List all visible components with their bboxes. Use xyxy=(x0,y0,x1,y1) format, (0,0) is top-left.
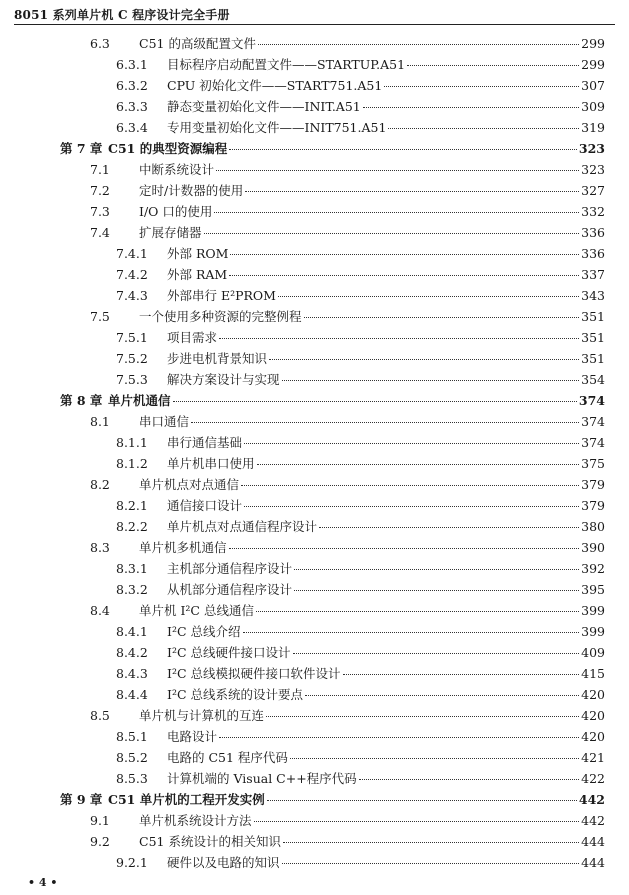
toc-entry-number: 9.2.1 xyxy=(116,855,148,870)
toc-entry-title: I²C 总线介绍 xyxy=(167,624,241,639)
toc-entry-title: 通信接口设计 xyxy=(167,498,243,513)
dot-leader xyxy=(229,275,579,276)
toc-entry-title: 单片机串口使用 xyxy=(167,456,255,471)
toc-entry-page: 327 xyxy=(581,183,605,198)
toc-entry-number: 8.5.1 xyxy=(116,729,148,744)
toc-section-entry[interactable] xyxy=(90,34,605,53)
toc-entry-number: 8.2.2 xyxy=(116,519,148,534)
toc-section-entry[interactable] xyxy=(90,811,605,830)
toc-subsection-entry[interactable] xyxy=(116,76,605,95)
toc-section-entry[interactable] xyxy=(90,181,605,200)
toc-entry-page: 442 xyxy=(578,792,605,807)
toc-subsection-entry[interactable] xyxy=(116,244,605,263)
toc-entry-title: 串行通信基础 xyxy=(167,435,243,450)
toc-section-entry[interactable] xyxy=(90,412,605,431)
dot-leader xyxy=(254,821,579,822)
toc-entry-title: 单片机 I²C 总线通信 xyxy=(139,603,254,618)
toc-entry-title: 从机部分通信程序设计 xyxy=(167,582,293,597)
toc-entry-title: 解决方案设计与实现 xyxy=(167,372,280,387)
dot-leader xyxy=(267,800,577,801)
dot-leader xyxy=(219,737,579,738)
toc-entry-title: 专用变量初始化文件——INIT751.A51 xyxy=(167,120,387,135)
dot-leader xyxy=(216,170,579,171)
toc-subsection-entry[interactable] xyxy=(116,265,605,284)
toc-entry-title: 电路设计 xyxy=(167,729,218,744)
toc-entry-number: 7.5.2 xyxy=(116,351,148,366)
dot-leader xyxy=(294,569,579,570)
toc-entry-page: 343 xyxy=(581,288,605,303)
toc-entry-number: 8.2 xyxy=(90,477,110,492)
toc-entry-page: 395 xyxy=(581,582,605,597)
dot-leader xyxy=(229,149,577,150)
dot-leader xyxy=(229,548,579,549)
toc-entry-number: 8.2.1 xyxy=(116,498,148,513)
toc-entry-title: 步进电机背景知识 xyxy=(167,351,268,366)
toc-entry-page: 420 xyxy=(581,708,605,723)
dot-leader xyxy=(256,611,579,612)
toc-entry-number: 8.1.2 xyxy=(116,456,148,471)
toc-entry-page: 336 xyxy=(581,225,605,240)
page-number: • 4 • xyxy=(28,876,58,889)
dot-leader xyxy=(245,191,579,192)
toc-entry-number: 8.5.2 xyxy=(116,750,148,765)
toc-entry-title: CPU 初始化文件——START751.A51 xyxy=(167,78,383,93)
toc-chapter-entry[interactable] xyxy=(60,139,605,158)
toc-entry-number: 7.4.2 xyxy=(116,267,148,282)
toc-entry-title: 扩展存储器 xyxy=(139,225,202,240)
dot-leader xyxy=(241,485,579,486)
dot-leader xyxy=(363,107,579,108)
toc-entry-title: 主机部分通信程序设计 xyxy=(167,561,293,576)
toc-section-entry[interactable] xyxy=(90,475,605,494)
dot-leader xyxy=(305,695,579,696)
toc-entry-page: 379 xyxy=(581,498,605,513)
dot-leader xyxy=(294,590,579,591)
toc-entry-title: 串口通信 xyxy=(139,414,190,429)
toc-subsection-entry[interactable] xyxy=(116,559,605,578)
toc-entry-number: 8.1.1 xyxy=(116,435,148,450)
toc-subsection-entry[interactable] xyxy=(116,622,605,641)
toc-subsection-entry[interactable] xyxy=(116,328,605,347)
toc-entry-title: I²C 总线系统的设计要点 xyxy=(167,687,303,702)
toc-subsection-entry[interactable] xyxy=(116,97,605,116)
dot-leader xyxy=(283,842,579,843)
toc-entry-page: 420 xyxy=(581,687,605,702)
running-header-text: 8051 系列单片机 C 程序设计完全手册 xyxy=(14,8,230,22)
toc-entry-number: 8.3.2 xyxy=(116,582,148,597)
toc-section-entry[interactable] xyxy=(90,538,605,557)
toc-entry-title: 外部 RAM xyxy=(167,267,228,282)
toc-subsection-entry[interactable] xyxy=(116,580,605,599)
toc-entry-title: 定时/计数器的使用 xyxy=(139,183,244,198)
toc-section-entry[interactable] xyxy=(90,223,605,242)
toc-entry-number: 第 8 章 xyxy=(60,393,103,408)
toc-entry-number: 第 9 章 xyxy=(60,792,103,807)
toc-entry-page: 337 xyxy=(581,267,605,282)
toc-entry-page: 323 xyxy=(581,162,605,177)
toc-entry-page: 380 xyxy=(581,519,605,534)
toc-entry-title: I²C 总线模拟硬件接口软件设计 xyxy=(167,666,341,681)
toc-entry-number: 第 7 章 xyxy=(60,141,103,156)
toc-entry-title: C51 系统设计的相关知识 xyxy=(139,834,281,849)
toc-entry-number: 7.1 xyxy=(90,162,110,177)
toc-entry-number: 8.4.4 xyxy=(116,687,148,702)
toc-entry-title: I²C 总线硬件接口设计 xyxy=(167,645,291,660)
toc-entry-page: 374 xyxy=(581,435,605,450)
toc-subsection-entry[interactable] xyxy=(116,454,605,473)
toc-entry-number: 7.3 xyxy=(90,204,110,219)
toc-entry-title: C51 单片机的工程开发实例 xyxy=(108,792,265,807)
toc-entry-number: 6.3 xyxy=(90,36,110,51)
toc-entry-number: 7.4 xyxy=(90,225,110,240)
dot-leader xyxy=(282,863,579,864)
toc-entry-page: 420 xyxy=(581,729,605,744)
toc-subsection-entry[interactable] xyxy=(116,664,605,683)
toc-subsection-entry[interactable] xyxy=(116,643,605,662)
toc-entry-number: 7.4.3 xyxy=(116,288,148,303)
toc-entry-page: 299 xyxy=(581,36,605,51)
dot-leader xyxy=(173,401,577,402)
toc-entry-title: C51 的高级配置文件 xyxy=(139,36,256,51)
dot-leader xyxy=(290,758,579,759)
dot-leader xyxy=(219,338,579,339)
toc-entry-number: 7.5 xyxy=(90,309,110,324)
toc-subsection-entry[interactable] xyxy=(116,685,605,704)
toc-entry-number: 6.3.2 xyxy=(116,78,148,93)
toc-entry-title: C51 的典型资源编程 xyxy=(108,141,228,156)
dot-leader xyxy=(266,716,579,717)
toc-entry-page: 374 xyxy=(578,393,605,408)
dot-leader xyxy=(191,422,579,423)
toc-entry-page: 399 xyxy=(581,624,605,639)
toc-entry-page: 409 xyxy=(581,645,605,660)
toc-entry-title: 硬件以及电路的知识 xyxy=(167,855,280,870)
toc-section-entry[interactable] xyxy=(90,202,605,221)
toc-subsection-entry[interactable] xyxy=(116,769,605,788)
toc-section-entry[interactable] xyxy=(90,706,605,725)
toc-subsection-entry[interactable] xyxy=(116,286,605,305)
dot-leader xyxy=(244,506,579,507)
toc-entry-title: 项目需求 xyxy=(167,330,218,345)
toc-entry-title: 单片机系统设计方法 xyxy=(139,813,252,828)
toc-chapter-entry[interactable] xyxy=(60,790,605,809)
toc-entry-page: 319 xyxy=(581,120,605,135)
dot-leader xyxy=(359,779,579,780)
toc-entry-title: 单片机通信 xyxy=(108,393,171,408)
toc-entry-title: 外部 ROM xyxy=(167,246,229,261)
toc-section-entry[interactable] xyxy=(90,160,605,179)
toc-entry-page: 375 xyxy=(581,456,605,471)
toc-entry-page: 392 xyxy=(581,561,605,576)
dot-leader xyxy=(407,65,579,66)
toc-section-entry[interactable] xyxy=(90,601,605,620)
dot-leader xyxy=(304,317,579,318)
toc-subsection-entry[interactable] xyxy=(116,118,605,137)
toc-entry-title: I/O 口的使用 xyxy=(139,204,213,219)
toc-entry-number: 8.3 xyxy=(90,540,110,555)
toc-subsection-entry[interactable] xyxy=(116,349,605,368)
toc-entry-page: 354 xyxy=(581,372,605,387)
toc-entry-title: 中断系统设计 xyxy=(139,162,215,177)
toc-entry-number: 8.1 xyxy=(90,414,110,429)
toc-subsection-entry[interactable] xyxy=(116,748,605,767)
toc-entry-number: 7.5.3 xyxy=(116,372,148,387)
dot-leader xyxy=(384,86,579,87)
toc-entry-number: 9.2 xyxy=(90,834,110,849)
toc-entry-page: 351 xyxy=(581,330,605,345)
toc-entry-number: 8.3.1 xyxy=(116,561,148,576)
toc-entry-title: 单片机点对点通信 xyxy=(139,477,240,492)
toc-entry-page: 444 xyxy=(581,855,605,870)
toc-entry-page: 336 xyxy=(581,246,605,261)
toc-chapter-entry[interactable] xyxy=(60,391,605,410)
toc-entry-page: 421 xyxy=(581,750,605,765)
dot-leader xyxy=(258,44,579,45)
toc-subsection-entry[interactable] xyxy=(116,727,605,746)
toc-entry-page: 351 xyxy=(581,351,605,366)
toc-entry-title: 单片机点对点通信程序设计 xyxy=(167,519,318,534)
dot-leader xyxy=(293,653,580,654)
running-header xyxy=(14,4,615,25)
toc-entry-number: 7.4.1 xyxy=(116,246,148,261)
toc-entry-title: 外部串行 E²PROM xyxy=(167,288,276,303)
toc-entry-page: 399 xyxy=(581,603,605,618)
toc-section-entry[interactable] xyxy=(90,832,605,851)
toc-entry-title: 计算机端的 Visual C++程序代码 xyxy=(167,771,357,786)
toc-subsection-entry[interactable] xyxy=(116,370,605,389)
toc-section-entry[interactable] xyxy=(90,307,605,326)
dot-leader xyxy=(204,233,579,234)
toc-entry-number: 8.4.1 xyxy=(116,624,148,639)
toc-entry-number: 8.4.3 xyxy=(116,666,148,681)
dot-leader xyxy=(343,674,580,675)
toc-entry-page: 351 xyxy=(581,309,605,324)
toc-subsection-entry[interactable] xyxy=(116,433,605,452)
dot-leader xyxy=(243,632,580,633)
dot-leader xyxy=(319,527,579,528)
toc-entry-number: 6.3.3 xyxy=(116,99,148,114)
toc-entry-title: 单片机多机通信 xyxy=(139,540,227,555)
toc-entry-page: 307 xyxy=(581,78,605,93)
toc-entry-number: 8.4.2 xyxy=(116,645,148,660)
toc-entry-page: 323 xyxy=(578,141,605,156)
toc-entry-number: 8.4 xyxy=(90,603,110,618)
toc-entry-number: 8.5.3 xyxy=(116,771,148,786)
toc-entry-number: 9.1 xyxy=(90,813,110,828)
toc-entry-page: 299 xyxy=(581,57,605,72)
dot-leader xyxy=(278,296,579,297)
toc-entry-page: 309 xyxy=(581,99,605,114)
toc-entry-number: 7.2 xyxy=(90,183,110,198)
toc-entry-number: 8.5 xyxy=(90,708,110,723)
toc-entry-title: 单片机与计算机的互连 xyxy=(139,708,265,723)
toc-entry-number: 7.5.1 xyxy=(116,330,148,345)
toc-entry-number: 6.3.4 xyxy=(116,120,148,135)
toc-entry-number: 6.3.1 xyxy=(116,57,148,72)
dot-leader xyxy=(257,464,579,465)
dot-leader xyxy=(230,254,579,255)
toc-subsection-entry[interactable] xyxy=(116,517,605,536)
toc-entry-page: 422 xyxy=(581,771,605,786)
dot-leader xyxy=(269,359,579,360)
toc-subsection-entry[interactable] xyxy=(116,55,605,74)
dot-leader xyxy=(214,212,579,213)
toc-entry-page: 442 xyxy=(581,813,605,828)
dot-leader xyxy=(244,443,579,444)
dot-leader xyxy=(388,128,579,129)
toc-entry-title: 静态变量初始化文件——INIT.A51 xyxy=(167,99,361,114)
dot-leader xyxy=(282,380,579,381)
toc-entry-page: 332 xyxy=(581,204,605,219)
toc-entry-page: 415 xyxy=(581,666,605,681)
toc-entry-title: 目标程序启动配置文件——STARTUP.A51 xyxy=(167,57,406,72)
toc-entry-title: 一个使用多种资源的完整例程 xyxy=(139,309,302,324)
toc-entry-page: 444 xyxy=(581,834,605,849)
toc-subsection-entry[interactable] xyxy=(116,853,605,872)
toc-entry-page: 374 xyxy=(581,414,605,429)
toc-entry-page: 379 xyxy=(581,477,605,492)
toc-subsection-entry[interactable] xyxy=(116,496,605,515)
toc-entry-page: 390 xyxy=(581,540,605,555)
toc-entry-title: 电路的 C51 程序代码 xyxy=(167,750,288,765)
